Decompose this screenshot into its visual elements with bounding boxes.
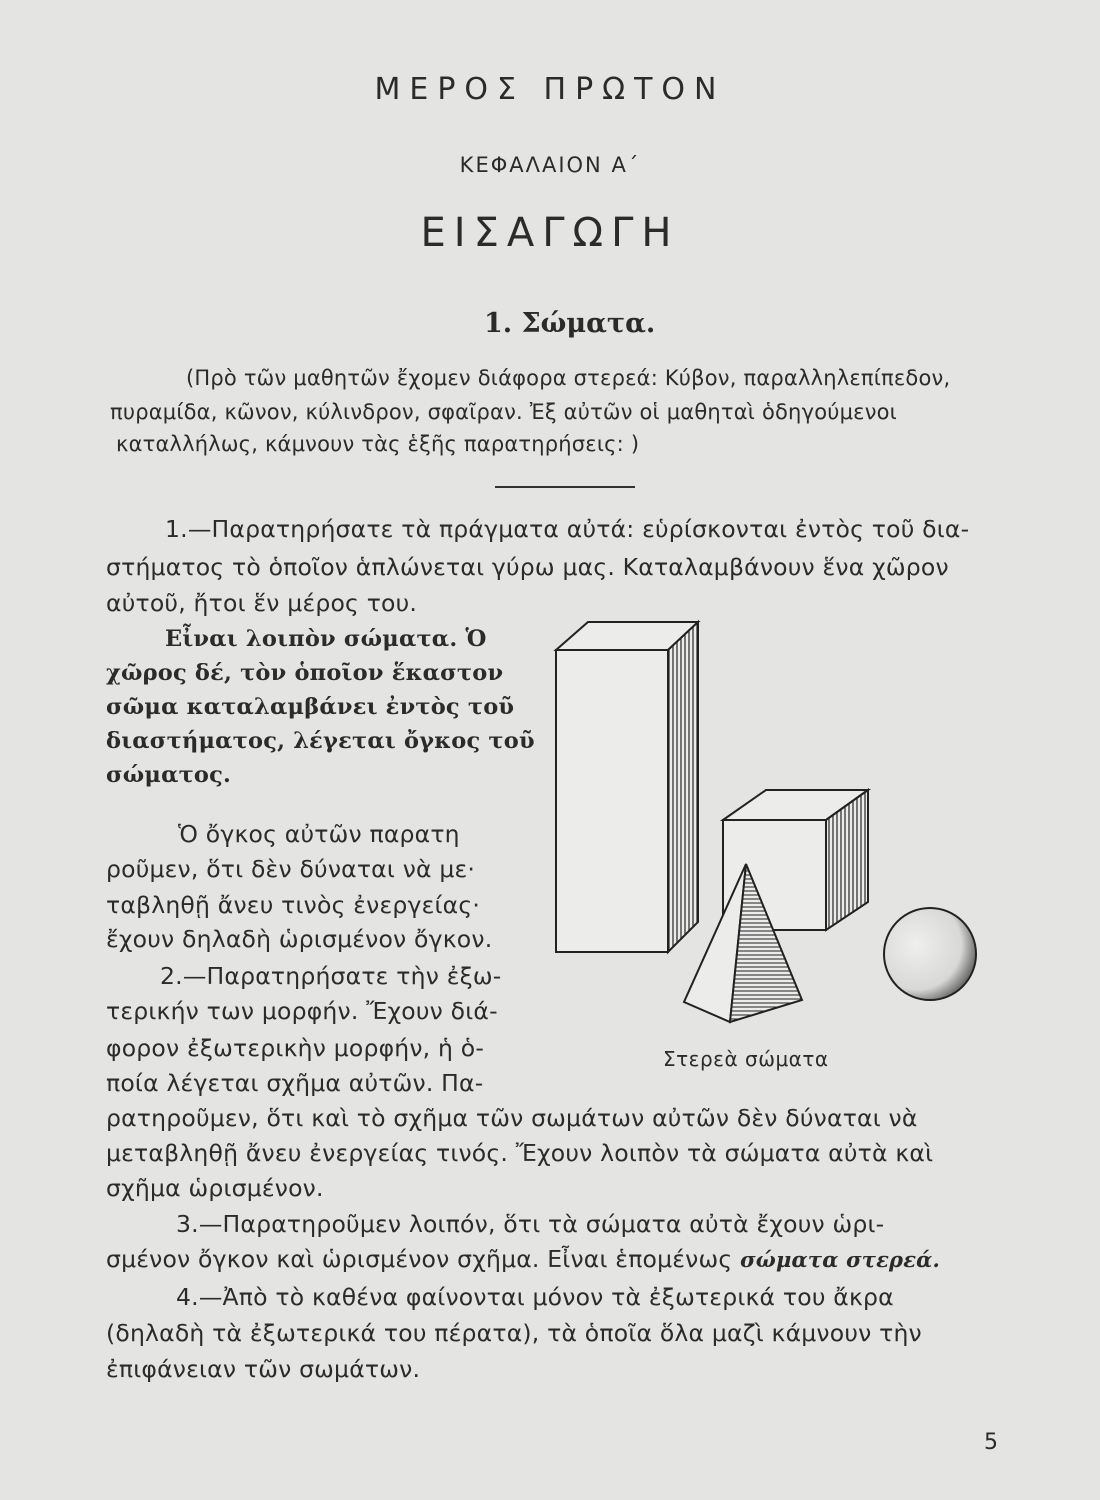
- p1-volume-line-2: ροῦμεν, ὅτι δὲν δύναται νὰ με·: [106, 855, 476, 883]
- p1-volume-line-3: ταβληθῇ ἄνευ τινὸς ἐνεργείας·: [106, 891, 480, 919]
- divider: [495, 486, 635, 488]
- p2-line-7: σχῆμα ὡρισμένον.: [106, 1174, 324, 1202]
- p3-line-2-text: σμένον ὄγκον καὶ ὡρισμένον σχῆμα. Εἶναι ἑπομένως: [106, 1245, 741, 1273]
- part-title: ΜΕΡΟΣ ΠΡΩΤΟΝ: [374, 72, 726, 107]
- p1-bold-line-4: διαστήματος, λέγεται ὄγκος τοῦ: [106, 728, 535, 754]
- p2-line-2: τερικήν των μορφήν. Ἔχουν διά-: [106, 997, 498, 1025]
- p2-line-3: φορον ἐξωτερικὴν μορφήν, ἡ ὁ-: [106, 1034, 485, 1062]
- p2-line-5: ρατηροῦμεν, ὅτι καὶ τὸ σχῆμα τῶν σωμάτων αὐτῶν δὲν δύναται νὰ: [106, 1104, 918, 1132]
- p4-line-3: ἐπιφάνειαν τῶν σωμάτων.: [106, 1355, 421, 1383]
- p1-volume-line-1: Ὁ ὄγκος αὐτῶν παρατη: [178, 820, 460, 848]
- p2-line-1: 2.—Παρατηρήσατε τὴν ἐξω-: [160, 962, 502, 990]
- sphere-shape: [884, 908, 976, 1000]
- p1-line-2: στήματος τὸ ὁποῖον ἁπλώνεται γύρω μας. Καταλαμβάνουν ἕνα χῶρον: [106, 553, 949, 581]
- p1-bold-line-1: Εἶναι λοιπὸν σώματα. Ὁ: [165, 626, 487, 652]
- p1-line-3: αὐτοῦ, ἤτοι ἕν μέρος του.: [106, 589, 418, 617]
- p1-volume-line-4: ἔχουν δηλαδὴ ὡρισμένον ὄγκον.: [106, 925, 493, 953]
- p2-line-4: ποία λέγεται σχῆμα αὐτῶν. Πα-: [106, 1069, 484, 1097]
- p3-line-1: 3.—Παρατηροῦμεν λοιπόν, ὅτι τὰ σώματα αὐτὰ ἔχουν ὡρι-: [176, 1210, 885, 1238]
- solid-shapes-figure: [548, 614, 988, 1034]
- p1-bold-line-3: σῶμα καταλαμβάνει ἐντὸς τοῦ: [106, 694, 515, 720]
- prism-shape: [556, 622, 698, 952]
- p1-bold-line-5: σώματος.: [106, 762, 232, 788]
- figure-caption: Στερεὰ σώματα: [663, 1047, 829, 1071]
- intro-line-3: καταλλήλως, κάμνουν τὰς ἑξῆς παρατηρήσεις: ): [116, 432, 640, 456]
- p3-line-2: [106, 1245, 941, 1273]
- p4-line-2: (δηλαδὴ τὰ ἐξωτερικά του πέρατα), τὰ ὁποῖα ὅλα μαζὶ κάμνουν τὴν: [106, 1319, 922, 1347]
- page-title: ΕΙΣΑΓΩΓΗ: [420, 210, 680, 256]
- p1-line-1: 1.—Παρατηρήσατε τὰ πράγματα αὐτά: εὑρίσκονται ἐντὸς τοῦ δια-: [165, 515, 970, 543]
- page-number: 5: [984, 1430, 998, 1455]
- p1-bold-line-2: χῶρος δέ, τὸν ὁποῖον ἕκαστον: [106, 660, 504, 686]
- p4-line-1: 4.—Ἀπὸ τὸ καθένα φαίνονται μόνον τὰ ἐξωτερικά του ἄκρα: [176, 1283, 894, 1311]
- intro-line-2: πυραμίδα, κῶνον, κύλινδρον, σφαῖραν. Ἐξ αὐτῶν οἱ μαθηταὶ ὁδηγούμενοι: [110, 400, 897, 424]
- p2-line-6: μεταβληθῇ ἄνευ ἐνεργείας τινός. Ἔχουν λοιπὸν τὰ σώματα αὐτὰ καὶ: [106, 1139, 934, 1167]
- section-heading: 1. Σώματα.: [484, 308, 656, 339]
- chapter-title: ΚΕΦΑΛΑΙΟΝ Α΄: [459, 153, 641, 177]
- solid-bodies-term: σώματα στερεά.: [740, 1247, 941, 1272]
- intro-line-1: (Πρὸ τῶν μαθητῶν ἔχομεν διάφορα στερεά: Κύβον, παραλληλεπίπεδον,: [186, 366, 951, 390]
